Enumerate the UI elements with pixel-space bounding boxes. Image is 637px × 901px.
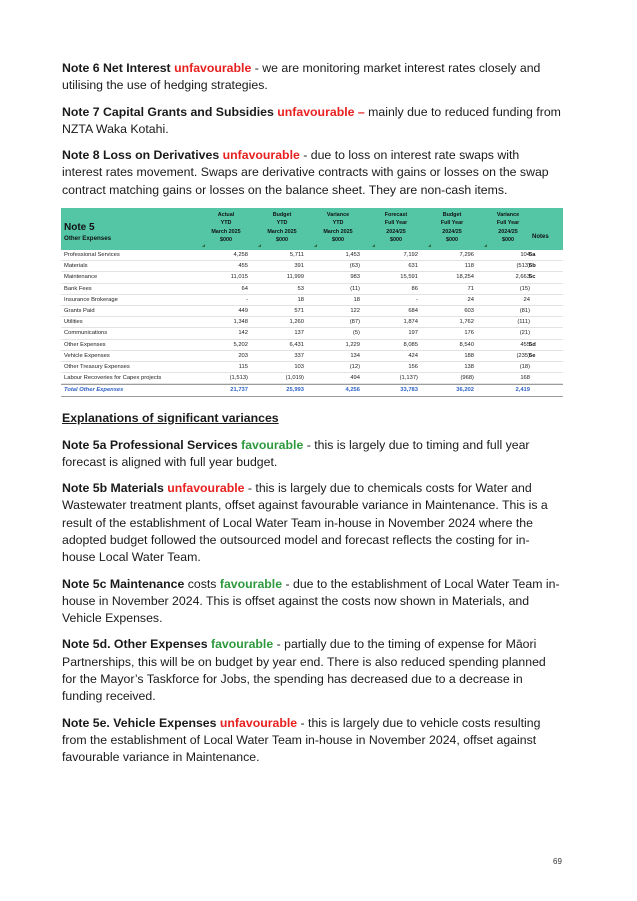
- note-text: mainly due to reduced funding from NZTA Waka Kotahi.: [62, 104, 561, 136]
- note-lead: Note 6 Net Interest: [62, 61, 171, 75]
- cell-value: 7,192: [403, 252, 418, 259]
- cell-value: 424: [408, 352, 418, 359]
- note-text: - due to the establishment of Local Water Team in-house in November 2024. This is offset against the costs now shown in Materials, and Vehicle Expenses.: [62, 576, 560, 626]
- header-line: YTD: [332, 220, 344, 227]
- row-label: Vehicle Expenses: [64, 352, 110, 359]
- row-label: Other Treasury Expenses: [64, 363, 130, 370]
- status-unfavourable: unfavourable: [167, 481, 245, 496]
- cell-value: 8,085: [403, 341, 418, 348]
- cell-value: 11,015: [230, 274, 248, 281]
- cell-value: 1,453: [345, 252, 360, 259]
- cell-value: (12): [349, 363, 360, 370]
- note-paragraph: [62, 437, 562, 472]
- cell-value: 5,711: [289, 252, 304, 259]
- table-row: [61, 351, 563, 362]
- header-marker: [372, 244, 375, 247]
- cell-value: (1,513): [229, 375, 248, 382]
- page-number: 69: [553, 857, 562, 866]
- cell-value: 21,737: [230, 387, 248, 394]
- row-note: 5e: [529, 352, 536, 359]
- cell-value: 5,202: [233, 341, 248, 348]
- cell-value: 203: [238, 352, 248, 359]
- cell-value: 15,591: [400, 274, 418, 281]
- status-unfavourable: unfavourable: [174, 61, 252, 75]
- cell-value: 1,260: [289, 319, 304, 326]
- cell-value: 71: [467, 285, 474, 292]
- header-line: $000: [220, 237, 232, 244]
- cell-value: (63): [349, 263, 360, 270]
- cell-value: 36,202: [456, 387, 474, 394]
- cell-value: (968): [460, 375, 474, 382]
- cell-value: (1,137): [399, 375, 418, 382]
- row-label: Grants Paid: [64, 308, 95, 315]
- note-lead: Note 5a Professional Services: [62, 437, 238, 452]
- note-lead: Note 5d. Other Expenses: [62, 637, 208, 652]
- cell-value: (1,019): [285, 375, 304, 382]
- cell-value: 18,254: [456, 274, 474, 281]
- cell-value: 449: [238, 308, 248, 315]
- cell-value: 1,762: [459, 319, 474, 326]
- table-row: [61, 328, 563, 339]
- note-paragraph: [62, 60, 562, 95]
- cell-value: 64: [241, 285, 248, 292]
- cell-value: (11): [350, 285, 360, 292]
- cell-value: 53: [297, 285, 304, 292]
- header-line: $000: [390, 237, 402, 244]
- header-line: $000: [446, 237, 458, 244]
- cell-value: (21): [519, 330, 530, 337]
- column-header: [427, 211, 477, 245]
- header-line: $000: [502, 237, 514, 244]
- table-row: [61, 250, 563, 261]
- header-line: $000: [276, 237, 288, 244]
- header-line: March 2025: [267, 228, 297, 235]
- header-line: March 2025: [323, 228, 353, 235]
- cell-value: 2,419: [515, 387, 530, 394]
- cell-value: 6,431: [289, 341, 304, 348]
- cell-value: 103: [294, 363, 304, 370]
- cell-value: 18: [297, 296, 304, 303]
- cell-value: 1,348: [233, 319, 248, 326]
- row-note: 5c: [529, 274, 536, 281]
- table-row: [61, 362, 563, 373]
- document-page: [62, 60, 562, 776]
- cell-value: 603: [464, 308, 474, 315]
- cell-value: 2,663: [515, 274, 530, 281]
- cell-value: 4,258: [233, 252, 248, 259]
- cell-value: (111): [517, 319, 530, 326]
- row-label: Bank Fees: [64, 285, 92, 292]
- note-text: - partially due to the timing of expense for Māori Partnerships, this will be on budget by year end. There is also reduced spending planned for the Mayor’s Taskforce for Jobs, the spending has decreased due to a decrease in funding received.: [62, 637, 546, 704]
- cell-value: 138: [464, 363, 474, 370]
- header-line: 2024/25: [386, 228, 406, 235]
- cell-value: 33,783: [400, 387, 418, 394]
- column-header: [371, 211, 421, 245]
- cell-value: (81): [519, 308, 530, 315]
- cell-value: 197: [408, 330, 418, 337]
- row-label: Professional Services: [64, 252, 120, 259]
- table-row: [61, 306, 563, 317]
- header-marker: [258, 244, 261, 247]
- header-line: Actual: [217, 212, 235, 219]
- cell-value: 86: [411, 285, 418, 292]
- status-unfavourable: unfavourable: [222, 148, 300, 163]
- cell-value: 156: [408, 363, 418, 370]
- cell-value: 122: [350, 308, 360, 315]
- row-note: 5b: [529, 263, 536, 270]
- row-label: Other Expenses: [64, 341, 106, 348]
- cell-value: 134: [350, 352, 360, 359]
- header-line: Budget: [272, 212, 292, 219]
- table-header: [61, 208, 563, 250]
- cell-value: 684: [408, 308, 418, 315]
- cell-value: 11,999: [286, 274, 304, 281]
- cell-value: 391: [294, 263, 304, 270]
- table-row: [61, 261, 563, 272]
- header-line: Full Year: [384, 220, 408, 227]
- note-paragraph: [62, 636, 562, 705]
- column-header: [201, 211, 251, 245]
- cell-value: 142: [238, 330, 248, 337]
- table-subtitle: Other Expenses: [64, 235, 112, 243]
- row-note: 5a: [529, 252, 536, 259]
- cell-value: 571: [294, 308, 304, 315]
- header-line: Forecast: [384, 212, 408, 219]
- header-marker: [314, 244, 317, 247]
- header-line: 2024/25: [442, 228, 462, 235]
- top-notes: [62, 60, 562, 199]
- header-line: Full Year: [496, 220, 520, 227]
- cell-value: 631: [408, 263, 418, 270]
- note-paragraph: [62, 715, 562, 767]
- header-marker: [202, 244, 205, 247]
- cell-value: 337: [294, 352, 304, 359]
- header-line: Variance: [496, 212, 520, 219]
- total-row: [61, 384, 563, 396]
- cell-value: 118: [464, 263, 474, 270]
- cell-value: 115: [238, 363, 248, 370]
- note-lead-plain: costs: [184, 576, 220, 591]
- cell-value: 18: [353, 296, 360, 303]
- table-row: [61, 340, 563, 351]
- note-text: - due to loss on interest rate swaps with interest rates movement. Swaps are derivative contracts with gains or losses on the swap contract matching gains or losses on the balance sheet. They are non-cash items.: [62, 148, 549, 197]
- table-row: [61, 284, 563, 295]
- note-paragraph: [62, 480, 562, 566]
- status-unfavourable: unfavourable –: [277, 104, 365, 119]
- note-text: - this is largely due to vehicle costs resulting from the establishment of Local Water Team in-house in November 2024, offset against favourable variance in Maintenance.: [62, 715, 541, 765]
- table-row: [61, 295, 563, 306]
- header-line: March 2025: [211, 228, 241, 235]
- row-label: Labour Recoveries for Capex projects: [64, 375, 162, 382]
- table-title: Note 5: [64, 222, 95, 234]
- row-label: Insurance Brokerage: [64, 296, 118, 303]
- header-line: 2024/25: [498, 228, 518, 235]
- table-row: [61, 373, 563, 384]
- status-favourable: favourable: [219, 576, 283, 591]
- note-lead: Note 8 Loss on Derivatives: [62, 148, 220, 163]
- cell-value: 188: [464, 352, 474, 359]
- status-favourable: favourable: [241, 437, 304, 452]
- cell-value: (235): [516, 352, 530, 359]
- cell-value: 1,874: [403, 319, 418, 326]
- header-marker: [428, 244, 431, 247]
- header-line: YTD: [276, 220, 288, 227]
- status-unfavourable: unfavourable: [219, 715, 298, 730]
- explanations-heading: Explanations of significant variances: [62, 410, 279, 425]
- cell-value: 1,229: [345, 341, 360, 348]
- variance-explanations: [62, 437, 562, 767]
- cell-value: 455: [238, 263, 248, 270]
- cell-value: -: [246, 296, 248, 303]
- header-line: YTD: [220, 220, 232, 227]
- cell-value: 25,993: [286, 387, 304, 394]
- row-label: Maintenance: [64, 274, 98, 281]
- table-row: [61, 272, 563, 283]
- note-text: - we are monitoring market interest rates closely and utilising the use of hedging strategies.: [62, 61, 541, 93]
- note-paragraph: [62, 576, 562, 628]
- note5-table: [61, 208, 563, 396]
- table-row: [61, 317, 563, 328]
- header-line: $000: [332, 237, 344, 244]
- cell-value: 8,540: [459, 341, 474, 348]
- cell-value: (18): [519, 363, 530, 370]
- row-label: Total Other Expenses: [64, 387, 124, 394]
- notes-header: Notes: [532, 234, 549, 241]
- cell-value: 168: [520, 375, 530, 382]
- note-text: - this is largely due to chemicals costs for Water and Wastewater treatment plants, offset against favourable variance in Maintenance. This is a result of the establishment of Local Water Team in-house in November 2024 where the adopted budget followed the outsourced model and forecast reflects the costing for in-house Local Water Team.: [62, 481, 548, 565]
- cell-value: (513): [516, 263, 530, 270]
- cell-value: (87): [349, 319, 360, 326]
- column-header: [313, 211, 363, 245]
- cell-value: 24: [523, 296, 530, 303]
- header-line: Budget: [442, 212, 462, 219]
- row-note: 5d: [529, 341, 536, 348]
- cell-value: 104: [520, 252, 530, 259]
- table-body: [61, 250, 563, 396]
- cell-value: 983: [350, 274, 360, 281]
- cell-value: 494: [350, 375, 360, 382]
- note-lead: Note 5c Maintenance: [62, 576, 185, 591]
- row-label: Utilities: [64, 319, 83, 326]
- note-paragraph: [62, 147, 562, 199]
- cell-value: 455: [520, 341, 530, 348]
- note-lead: Note 7 Capital Grants and Subsidies: [62, 104, 274, 119]
- cell-value: 176: [464, 330, 474, 337]
- cell-value: -: [416, 296, 418, 303]
- cell-value: 137: [294, 330, 304, 337]
- column-header: [257, 211, 307, 245]
- header-marker: [484, 244, 487, 247]
- note-text: - this is largely due to timing and full year forecast is aligned with full year budget.: [62, 437, 530, 469]
- header-line: Full Year: [440, 220, 464, 227]
- cell-value: 4,256: [345, 387, 360, 394]
- status-favourable: favourable: [210, 637, 274, 652]
- row-label: Materials: [64, 263, 88, 270]
- header-line: Variance: [326, 212, 350, 219]
- note-lead: Note 5b Materials: [62, 481, 164, 496]
- note-lead: Note 5e. Vehicle Expenses: [62, 715, 217, 730]
- column-header: [483, 211, 533, 245]
- cell-value: 24: [467, 296, 474, 303]
- note-paragraph: [62, 104, 562, 139]
- row-label: Communications: [64, 330, 108, 337]
- cell-value: (5): [352, 330, 360, 337]
- cell-value: (15): [519, 285, 530, 292]
- cell-value: 7,296: [459, 252, 474, 259]
